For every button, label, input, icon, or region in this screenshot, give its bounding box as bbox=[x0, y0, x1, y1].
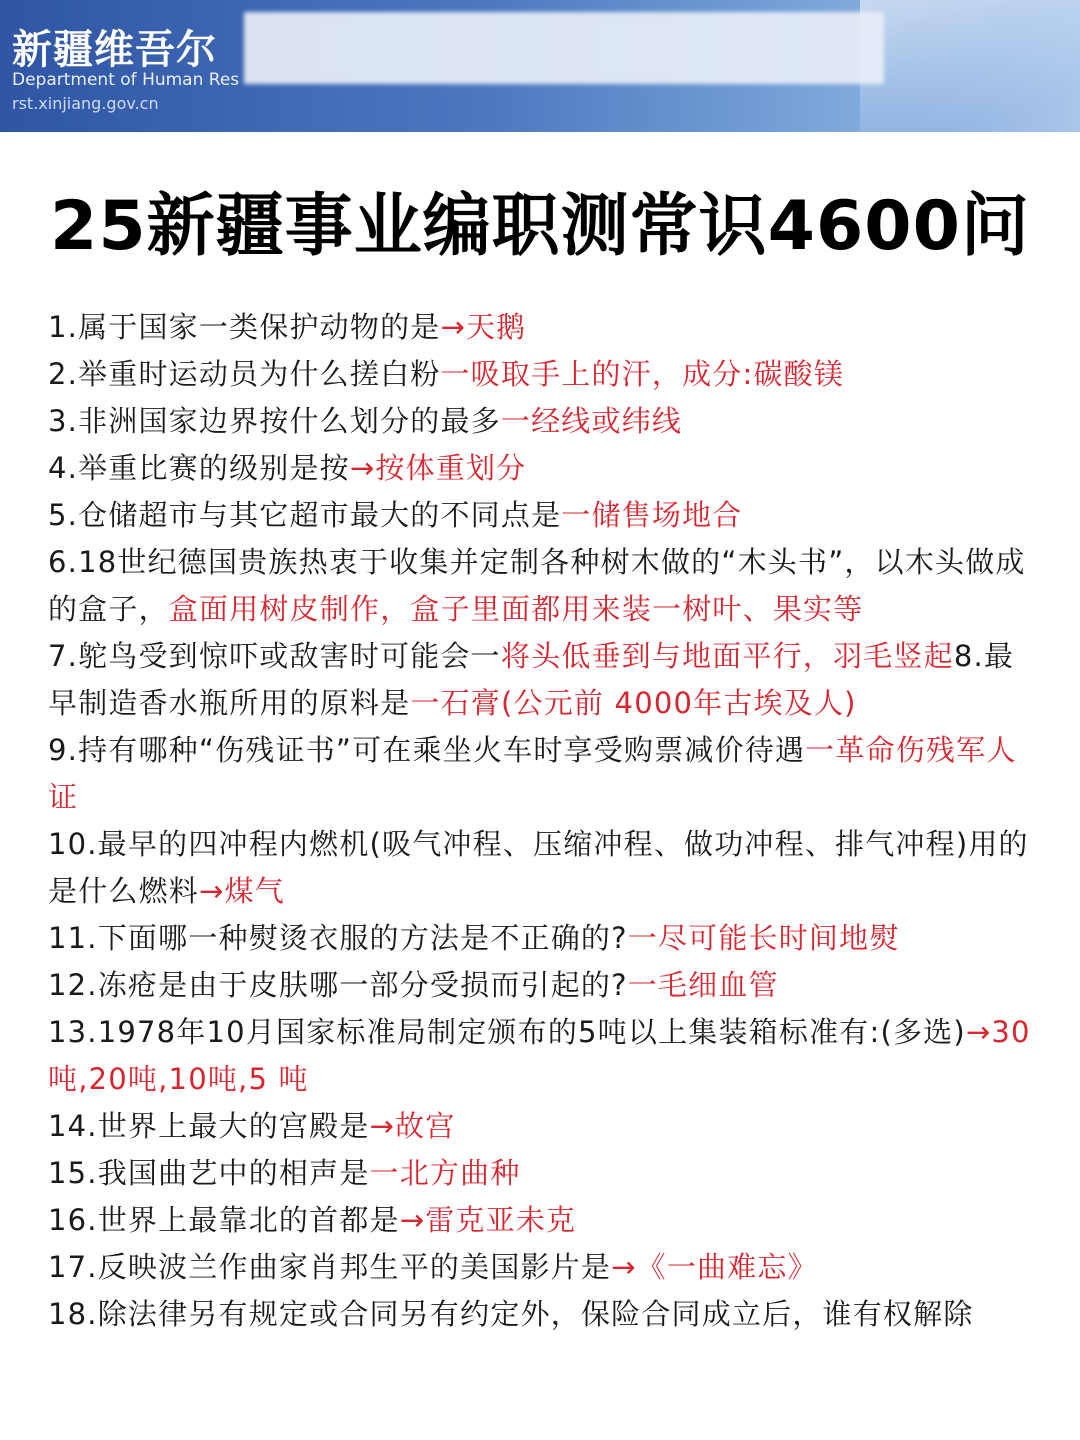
question-text: 10.最早的四冲程内燃机(吸气冲程、压缩冲程、做功冲程、排气冲程)用的是什么燃料 bbox=[48, 827, 1029, 908]
list-item bbox=[48, 304, 1038, 351]
list-item bbox=[48, 1291, 1038, 1338]
question-text: 6.18世纪德国贵族热衷于收集并定制各种树木做的“木头书”，以木头做成的盒子， bbox=[48, 545, 1026, 626]
question-text: 3.非洲国家边界按什么划分的最多 bbox=[48, 404, 501, 438]
answer-text: 一毛细血管 bbox=[627, 968, 779, 1002]
site-title: 新疆维吾尔 bbox=[12, 27, 217, 73]
list-item bbox=[48, 1103, 1038, 1150]
question-text: 13.1978年10月国家标准局制定颁布的5吨以上集装箱标准有:(多选) bbox=[48, 1015, 966, 1049]
list-item bbox=[48, 633, 1038, 727]
list-item bbox=[48, 962, 1038, 1009]
list-item bbox=[48, 915, 1038, 962]
answer-text: 一革命伤残军人证 bbox=[48, 733, 1017, 814]
question-text: 4.举重比赛的级别是按 bbox=[48, 451, 350, 485]
question-text: 5.仓储超市与其它超市最大的不同点是 bbox=[48, 498, 562, 532]
blurred-region bbox=[244, 12, 884, 84]
question-text: 2.举重时运动员为什么搓白粉 bbox=[48, 357, 441, 391]
question-text: 8.最早制造香水瓶所用的原料是 bbox=[48, 639, 1015, 720]
list-item bbox=[48, 492, 1038, 539]
answer-text: →天鹅 bbox=[440, 310, 527, 344]
site-subtitle: Department of Human Res bbox=[12, 70, 240, 90]
list-item bbox=[48, 539, 1038, 633]
answer-text: 盒面用树皮制作，盒子里面都用来装一树叶、果实等 bbox=[168, 592, 864, 626]
list-item bbox=[48, 1150, 1038, 1197]
list-item bbox=[48, 1009, 1038, 1103]
answer-text: →按体重划分 bbox=[349, 451, 527, 485]
answer-text: →雷克亚未克 bbox=[399, 1203, 577, 1237]
list-item bbox=[48, 821, 1038, 915]
qa-list bbox=[48, 304, 1038, 1338]
question-text: 14.世界上最大的宫殿是 bbox=[48, 1109, 370, 1143]
list-item bbox=[48, 445, 1038, 492]
question-text: 15.我国曲艺中的相声是 bbox=[48, 1156, 370, 1190]
answer-text: 一储售场地合 bbox=[561, 498, 743, 532]
page-title: 25新疆事业编职测常识4600问 bbox=[50, 187, 1030, 266]
question-text: 17.反映波兰作曲家肖邦生平的美国影片是 bbox=[48, 1250, 612, 1284]
list-item bbox=[48, 727, 1038, 821]
answer-text: 将头低垂到与地面平行，羽毛竖起 bbox=[500, 639, 954, 673]
question-text: 9.持有哪种“伤残证书”可在乘坐火车时享受购票减价待遇 bbox=[48, 733, 806, 767]
list-item bbox=[48, 351, 1038, 398]
question-text: 11.下面哪一种熨烫衣服的方法是不正确的? bbox=[48, 921, 628, 955]
answer-text: →30吨,20吨,10吨,5 吨 bbox=[48, 1015, 1031, 1096]
answer-text: →《一曲难忘》 bbox=[611, 1250, 818, 1284]
site-url: rst.xinjiang.gov.cn bbox=[12, 94, 159, 113]
list-item bbox=[48, 1244, 1038, 1291]
site-banner bbox=[0, 0, 1080, 132]
answer-text: →故宫 bbox=[369, 1109, 456, 1143]
mountain-graphic bbox=[860, 0, 1080, 132]
list-item bbox=[48, 1197, 1038, 1244]
answer-text: 一北方曲种 bbox=[369, 1156, 521, 1190]
answer-text: →煤气 bbox=[199, 874, 285, 908]
question-text: 18.除法律另有规定或合同另有约定外，保险合同成立后，谁有权解除 bbox=[48, 1297, 974, 1331]
question-text: 12.冻疮是由于皮肤哪一部分受损而引起的? bbox=[48, 968, 628, 1002]
question-text: 7.鸵鸟受到惊吓或敌害时可能会一 bbox=[48, 639, 501, 673]
list-item bbox=[48, 398, 1038, 445]
answer-text: 一尽可能长时间地熨 bbox=[627, 921, 900, 955]
question-text: 1.属于国家一类保护动物的是 bbox=[48, 310, 441, 344]
answer-text: 一石膏(公元前 4000年古埃及人) bbox=[410, 686, 857, 720]
answer-text: 一经线或纬线 bbox=[500, 404, 683, 438]
answer-text: 一吸取手上的汗，成分:碳酸镁 bbox=[440, 357, 845, 391]
question-text: 16.世界上最靠北的首都是 bbox=[48, 1203, 400, 1237]
